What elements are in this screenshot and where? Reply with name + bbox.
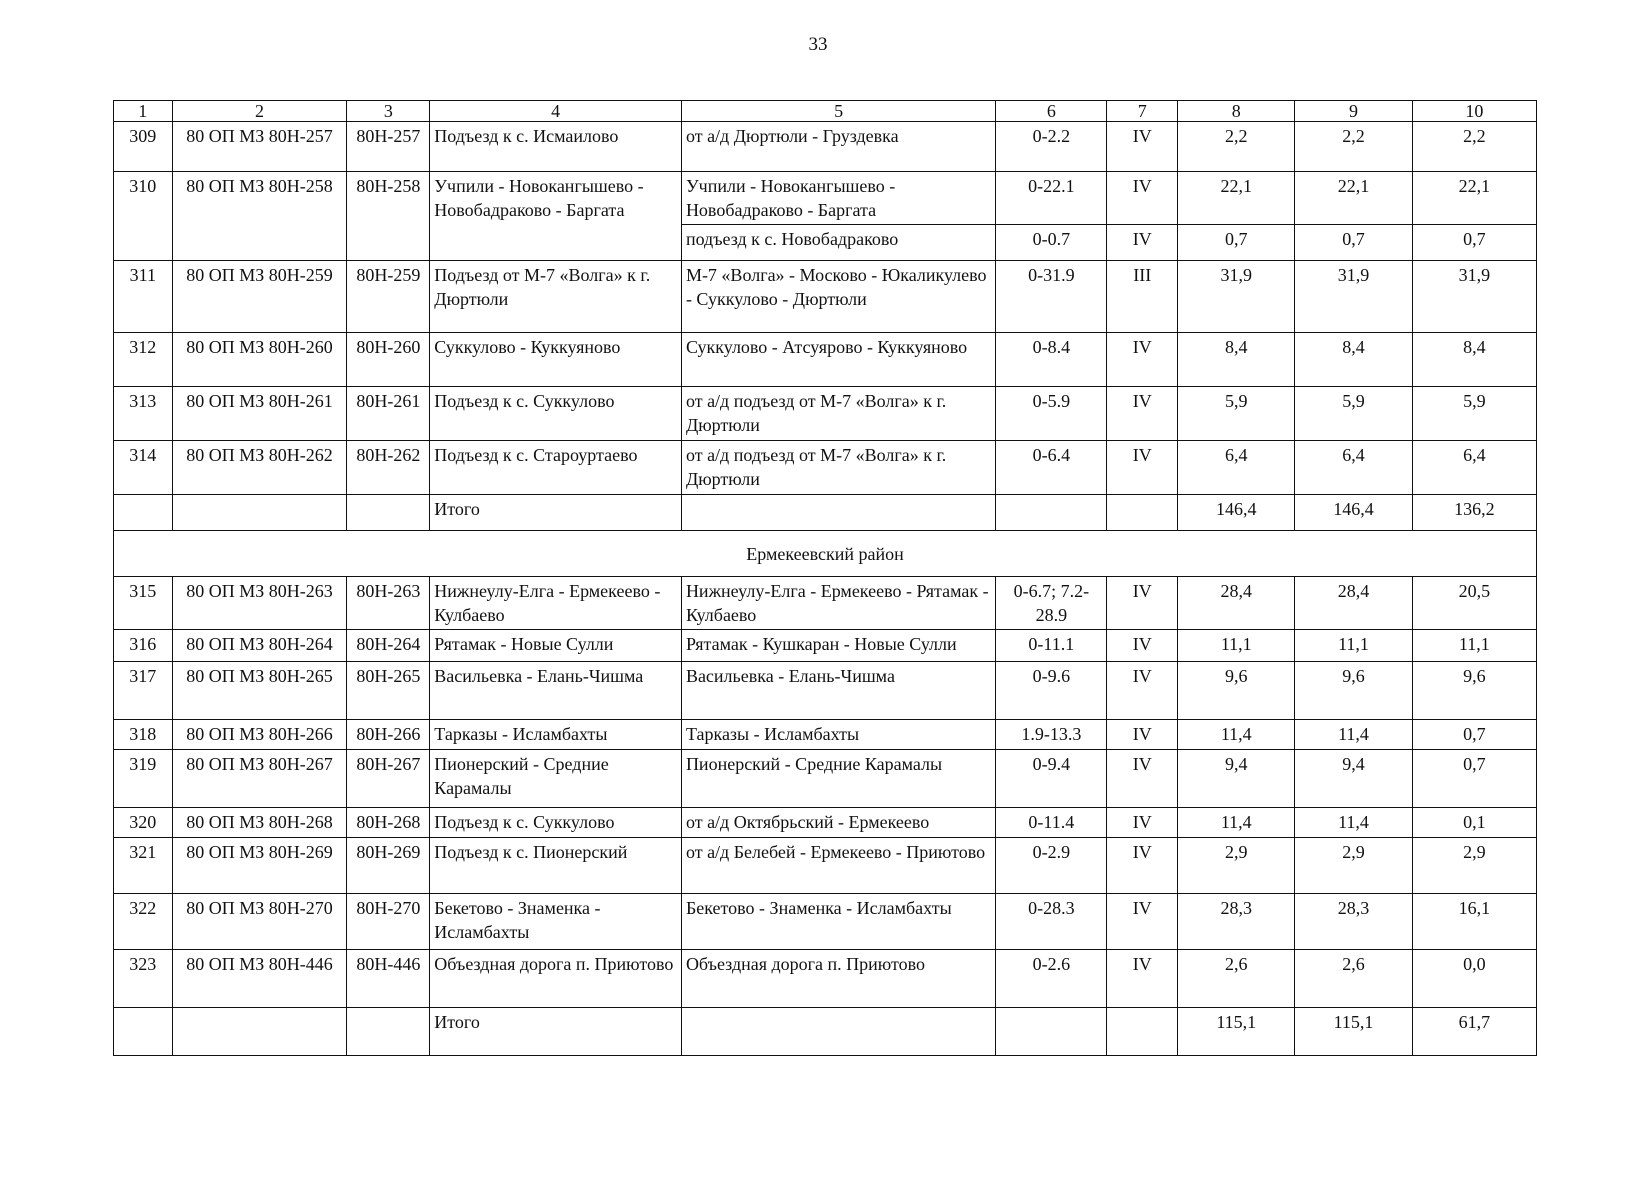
total-row (114, 495, 1537, 531)
road-id-cell: 80 ОП МЗ 80Н-446 (172, 950, 347, 1008)
road-category-cell: IV (1107, 441, 1178, 495)
length-regional-cell: 6,4 (1295, 441, 1412, 495)
road-section-cell: от а/д подъезд от М-7 «Волга» к г. Дюртюли (681, 387, 995, 441)
road-section-cell: Тарказы - Исламбахты (681, 720, 995, 750)
column-number-header-3: 3 (347, 101, 430, 122)
table-row (114, 122, 1537, 172)
road-name-cell: Суккулово - Куккуяново (430, 333, 682, 387)
length-total-cell: 2,6 (1178, 950, 1295, 1008)
road-code-cell: 80Н-446 (347, 950, 430, 1008)
road-code-cell: 80Н-262 (347, 441, 430, 495)
road-category-cell: III (1107, 261, 1178, 333)
road-code-cell: 80Н-260 (347, 333, 430, 387)
road-category-cell: IV (1107, 808, 1178, 838)
length-total-cell: 5,9 (1178, 387, 1295, 441)
length-total-cell: 115,1 (1178, 1008, 1295, 1056)
length-regional-cell: 8,4 (1295, 333, 1412, 387)
length-total-cell: 0,7 (1178, 225, 1295, 261)
km-range-cell: 0-2.2 (996, 122, 1107, 172)
road-id-cell: 80 ОП МЗ 80Н-257 (172, 122, 347, 172)
road-id-cell: 80 ОП МЗ 80Н-265 (172, 662, 347, 720)
table-row (114, 950, 1537, 1008)
road-name-cell: Итого (430, 495, 682, 531)
table-row (114, 750, 1537, 808)
column-number-header-4: 4 (430, 101, 682, 122)
row-number-cell: 319 (114, 750, 173, 808)
row-number-cell: 314 (114, 441, 173, 495)
table-row (114, 894, 1537, 950)
road-code-cell: 80Н-257 (347, 122, 430, 172)
row-number-cell: 315 (114, 577, 173, 630)
road-section-cell: Пионерский - Средние Карамалы (681, 750, 995, 808)
road-code-cell: 80Н-264 (347, 630, 430, 662)
row-number-cell: 316 (114, 630, 173, 662)
road-name-cell: Подъезд от М-7 «Волга» к г. Дюртюли (430, 261, 682, 333)
length-paved-cell: 136,2 (1412, 495, 1536, 531)
column-number-header-5: 5 (681, 101, 995, 122)
km-range-cell: 0-6.4 (996, 441, 1107, 495)
road-code-cell: 80Н-266 (347, 720, 430, 750)
length-paved-cell: 61,7 (1412, 1008, 1536, 1056)
road-category-cell: IV (1107, 894, 1178, 950)
road-id-cell: 80 ОП МЗ 80Н-261 (172, 387, 347, 441)
road-code-cell: 80Н-268 (347, 808, 430, 838)
km-range-cell: 0-9.4 (996, 750, 1107, 808)
road-code-cell: 80Н-263 (347, 577, 430, 630)
length-paved-cell: 6,4 (1412, 441, 1536, 495)
table-row (114, 630, 1537, 662)
road-section-cell (681, 495, 995, 531)
length-regional-cell: 11,4 (1295, 720, 1412, 750)
road-id-cell: 80 ОП МЗ 80Н-266 (172, 720, 347, 750)
table-row (114, 577, 1537, 630)
road-id-cell: 80 ОП МЗ 80Н-259 (172, 261, 347, 333)
page-number: 33 (808, 34, 828, 55)
length-regional-cell: 2,2 (1295, 122, 1412, 172)
road-id-cell (172, 1008, 347, 1056)
km-range-cell: 0-5.9 (996, 387, 1107, 441)
district-heading-row (114, 531, 1537, 577)
road-register-table (113, 100, 1537, 1056)
length-regional-cell: 115,1 (1295, 1008, 1412, 1056)
length-total-cell: 146,4 (1178, 495, 1295, 531)
length-paved-cell: 31,9 (1412, 261, 1536, 333)
table-row (114, 662, 1537, 720)
column-number-row (114, 101, 1537, 122)
road-section-cell: Рятамак - Кушкаран - Новые Сулли (681, 630, 995, 662)
road-id-cell: 80 ОП МЗ 80Н-264 (172, 630, 347, 662)
row-number-cell: 317 (114, 662, 173, 720)
length-total-cell: 11,1 (1178, 630, 1295, 662)
length-paved-cell: 0,7 (1412, 750, 1536, 808)
length-total-cell: 9,6 (1178, 662, 1295, 720)
row-number-cell: 321 (114, 838, 173, 894)
row-number-cell: 311 (114, 261, 173, 333)
length-total-cell: 22,1 (1178, 172, 1295, 225)
district-name: Ермекеевский район (114, 531, 1537, 577)
road-category-cell (1107, 1008, 1178, 1056)
length-total-cell: 28,3 (1178, 894, 1295, 950)
length-regional-cell: 9,4 (1295, 750, 1412, 808)
road-section-cell: от а/д Октябрьский - Ермекеево (681, 808, 995, 838)
length-paved-cell: 0,0 (1412, 950, 1536, 1008)
row-number-cell: 313 (114, 387, 173, 441)
length-paved-cell: 2,2 (1412, 122, 1536, 172)
road-id-cell: 80 ОП МЗ 80Н-268 (172, 808, 347, 838)
road-name-cell: Учпили - Новокангышево - Новобадраково - Баргата (430, 172, 682, 261)
road-code-cell: 80Н-261 (347, 387, 430, 441)
road-section-cell: Васильевка - Елань-Чишма (681, 662, 995, 720)
road-category-cell: IV (1107, 720, 1178, 750)
road-id-cell: 80 ОП МЗ 80Н-263 (172, 577, 347, 630)
length-total-cell: 2,9 (1178, 838, 1295, 894)
road-id-cell (172, 495, 347, 531)
road-section-cell: Учпили - Новокангышево - Новобадраково - Баргата (681, 172, 995, 225)
row-number-cell: 309 (114, 122, 173, 172)
length-regional-cell: 2,6 (1295, 950, 1412, 1008)
length-paved-cell: 0,7 (1412, 720, 1536, 750)
km-range-cell: 0-9.6 (996, 662, 1107, 720)
road-code-cell: 80Н-269 (347, 838, 430, 894)
road-id-cell: 80 ОП МЗ 80Н-269 (172, 838, 347, 894)
km-range-cell: 0-31.9 (996, 261, 1107, 333)
road-code-cell: 80Н-267 (347, 750, 430, 808)
row-number-cell (114, 495, 173, 531)
column-number-header-9: 9 (1295, 101, 1412, 122)
road-category-cell: IV (1107, 662, 1178, 720)
km-range-cell: 0-11.1 (996, 630, 1107, 662)
km-range-cell: 0-0.7 (996, 225, 1107, 261)
length-paved-cell: 22,1 (1412, 172, 1536, 225)
length-regional-cell: 28,4 (1295, 577, 1412, 630)
road-id-cell: 80 ОП МЗ 80Н-270 (172, 894, 347, 950)
length-total-cell: 8,4 (1178, 333, 1295, 387)
road-name-cell: Объездная дорога п. Приютово (430, 950, 682, 1008)
table-row (114, 441, 1537, 495)
length-total-cell: 2,2 (1178, 122, 1295, 172)
road-category-cell: IV (1107, 577, 1178, 630)
km-range-cell: 1.9-13.3 (996, 720, 1107, 750)
road-name-cell: Итого (430, 1008, 682, 1056)
length-total-cell: 6,4 (1178, 441, 1295, 495)
table-row (114, 720, 1537, 750)
column-number-header-10: 10 (1412, 101, 1536, 122)
road-section-cell: Нижнеулу-Елга - Ермекеево - Рятамак - Кулбаево (681, 577, 995, 630)
road-section-cell: от а/д Дюртюли - Груздевка (681, 122, 995, 172)
row-number-cell: 322 (114, 894, 173, 950)
road-category-cell: IV (1107, 950, 1178, 1008)
road-section-cell: Суккулово - Атсуярово - Куккуяново (681, 333, 995, 387)
road-code-cell (347, 1008, 430, 1056)
road-name-cell: Нижнеулу-Елга - Ермекеево - Кулбаево (430, 577, 682, 630)
road-id-cell: 80 ОП МЗ 80Н-258 (172, 172, 347, 261)
length-paved-cell: 0,1 (1412, 808, 1536, 838)
road-name-cell: Пионерский - Средние Карамалы (430, 750, 682, 808)
road-category-cell (1107, 495, 1178, 531)
length-regional-cell: 11,4 (1295, 808, 1412, 838)
road-section-cell: Бекетово - Знаменка - Исламбахты (681, 894, 995, 950)
total-row (114, 1008, 1537, 1056)
road-section-cell: от а/д Белебей - Ермекеево - Приютово (681, 838, 995, 894)
road-category-cell: IV (1107, 750, 1178, 808)
length-total-cell: 31,9 (1178, 261, 1295, 333)
road-section-cell (681, 1008, 995, 1056)
road-code-cell: 80Н-270 (347, 894, 430, 950)
km-range-cell: 0-2.9 (996, 838, 1107, 894)
road-name-cell: Бекетово - Знаменка - Исламбахты (430, 894, 682, 950)
column-number-header-2: 2 (172, 101, 347, 122)
road-category-cell: IV (1107, 122, 1178, 172)
road-category-cell: IV (1107, 838, 1178, 894)
road-name-cell: Подъезд к с. Исмаилово (430, 122, 682, 172)
length-paved-cell: 2,9 (1412, 838, 1536, 894)
row-number-cell (114, 1008, 173, 1056)
length-regional-cell: 31,9 (1295, 261, 1412, 333)
km-range-cell: 0-6.7; 7.2-28.9 (996, 577, 1107, 630)
row-number-cell: 320 (114, 808, 173, 838)
road-category-cell: IV (1107, 333, 1178, 387)
road-name-cell: Рятамак - Новые Сулли (430, 630, 682, 662)
column-number-header-7: 7 (1107, 101, 1178, 122)
road-category-cell: IV (1107, 225, 1178, 261)
table-row (114, 808, 1537, 838)
length-paved-cell: 16,1 (1412, 894, 1536, 950)
length-regional-cell: 146,4 (1295, 495, 1412, 531)
length-regional-cell: 28,3 (1295, 894, 1412, 950)
km-range-cell (996, 495, 1107, 531)
road-category-cell: IV (1107, 387, 1178, 441)
length-paved-cell: 8,4 (1412, 333, 1536, 387)
length-regional-cell: 22,1 (1295, 172, 1412, 225)
length-total-cell: 28,4 (1178, 577, 1295, 630)
km-range-cell: 0-2.6 (996, 950, 1107, 1008)
road-section-cell: подъезд к с. Новобадраково (681, 225, 995, 261)
table-row (114, 838, 1537, 894)
length-regional-cell: 5,9 (1295, 387, 1412, 441)
km-range-cell: 0-8.4 (996, 333, 1107, 387)
road-category-cell: IV (1107, 630, 1178, 662)
length-regional-cell: 11,1 (1295, 630, 1412, 662)
road-category-cell: IV (1107, 172, 1178, 225)
road-name-cell: Подъезд к с. Суккулово (430, 808, 682, 838)
road-name-cell: Васильевка - Елань-Чишма (430, 662, 682, 720)
length-paved-cell: 5,9 (1412, 387, 1536, 441)
length-paved-cell: 9,6 (1412, 662, 1536, 720)
length-paved-cell: 0,7 (1412, 225, 1536, 261)
km-range-cell (996, 1008, 1107, 1056)
length-paved-cell: 20,5 (1412, 577, 1536, 630)
road-name-cell: Подъезд к с. Пионерский (430, 838, 682, 894)
length-regional-cell: 0,7 (1295, 225, 1412, 261)
road-code-cell (347, 495, 430, 531)
column-number-header-1: 1 (114, 101, 173, 122)
column-number-header-8: 8 (1178, 101, 1295, 122)
length-regional-cell: 2,9 (1295, 838, 1412, 894)
road-code-cell: 80Н-258 (347, 172, 430, 261)
road-section-cell: Объездная дорога п. Приютово (681, 950, 995, 1008)
road-name-cell: Подъезд к с. Суккулово (430, 387, 682, 441)
road-code-cell: 80Н-265 (347, 662, 430, 720)
km-range-cell: 0-22.1 (996, 172, 1107, 225)
road-name-cell: Тарказы - Исламбахты (430, 720, 682, 750)
table-row (114, 172, 1537, 225)
road-id-cell: 80 ОП МЗ 80Н-262 (172, 441, 347, 495)
table-row (114, 387, 1537, 441)
road-code-cell: 80Н-259 (347, 261, 430, 333)
road-section-cell: от а/д подъезд от М-7 «Волга» к г. Дюртюли (681, 441, 995, 495)
length-total-cell: 11,4 (1178, 808, 1295, 838)
column-number-header-6: 6 (996, 101, 1107, 122)
length-paved-cell: 11,1 (1412, 630, 1536, 662)
table-row (114, 333, 1537, 387)
row-number-cell: 318 (114, 720, 173, 750)
table-row (114, 261, 1537, 333)
row-number-cell: 323 (114, 950, 173, 1008)
length-total-cell: 9,4 (1178, 750, 1295, 808)
row-number-cell: 312 (114, 333, 173, 387)
road-id-cell: 80 ОП МЗ 80Н-260 (172, 333, 347, 387)
km-range-cell: 0-28.3 (996, 894, 1107, 950)
road-name-cell: Подъезд к с. Староуртаево (430, 441, 682, 495)
road-section-cell: М-7 «Волга» - Москово - Юкаликулево - Суккулово - Дюртюли (681, 261, 995, 333)
length-regional-cell: 9,6 (1295, 662, 1412, 720)
km-range-cell: 0-11.4 (996, 808, 1107, 838)
road-id-cell: 80 ОП МЗ 80Н-267 (172, 750, 347, 808)
length-total-cell: 11,4 (1178, 720, 1295, 750)
row-number-cell: 310 (114, 172, 173, 261)
